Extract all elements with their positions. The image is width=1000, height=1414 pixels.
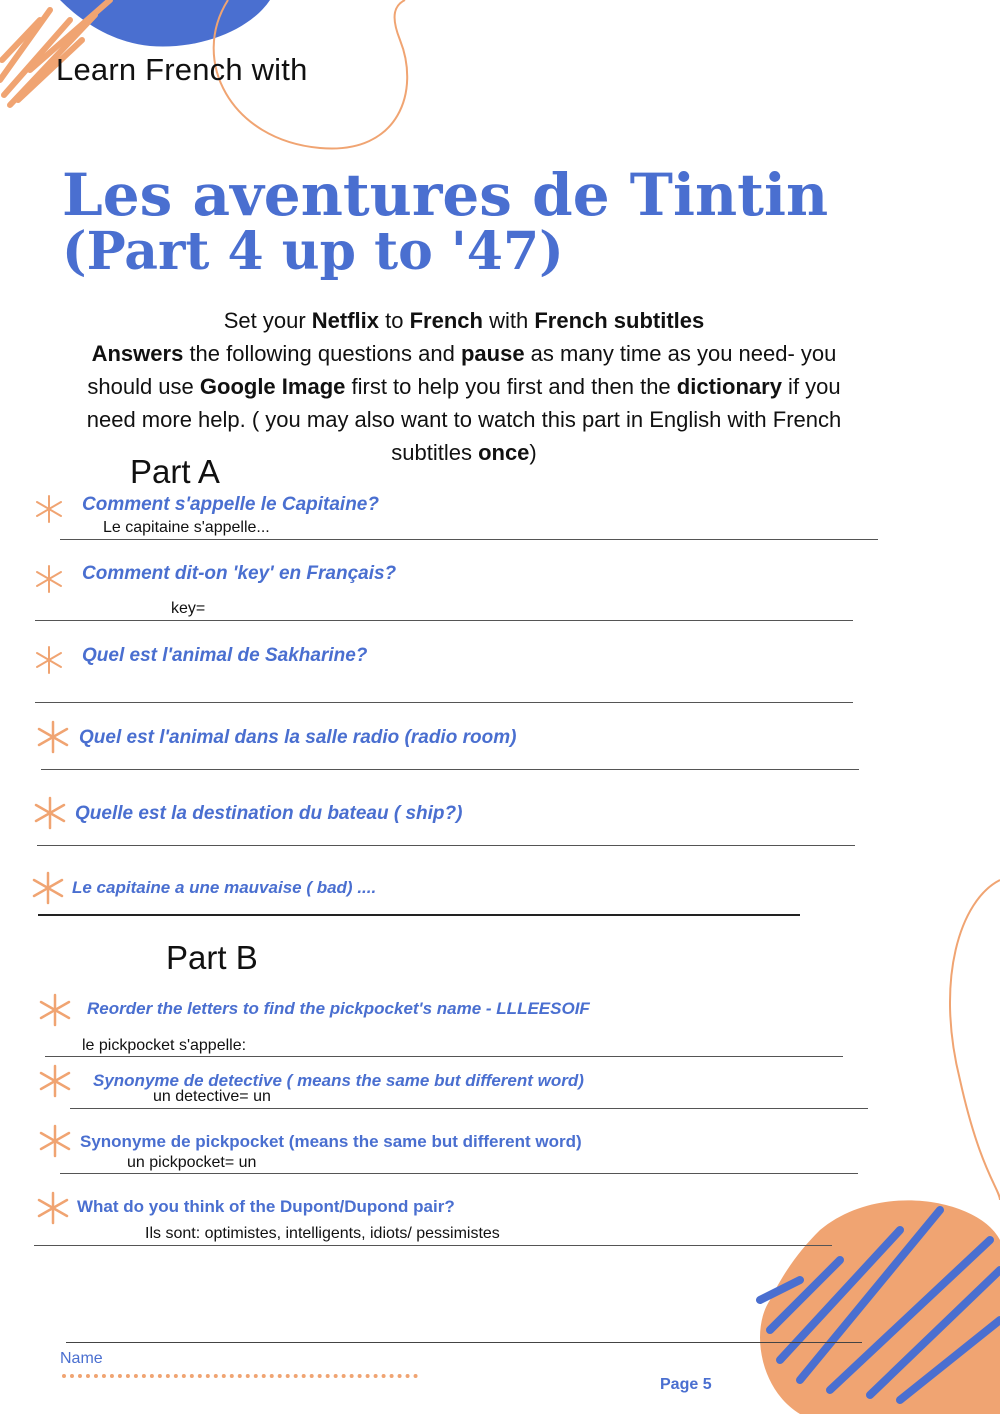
asterisk-star-icon — [36, 1191, 70, 1225]
answer-hint-key: key= — [171, 600, 206, 617]
asterisk-star-icon — [32, 643, 66, 677]
asterisk-star-icon — [38, 1064, 72, 1098]
answer-hint-pickpocket-name: le pickpocket s'appelle: — [82, 1037, 247, 1054]
instructions-line-2: Answers the following questions and pause as many time as you need- you — [91, 341, 837, 366]
answer-line-detective[interactable] — [70, 1108, 868, 1109]
answer-line-sakharine[interactable] — [35, 702, 853, 703]
question-captain-name: Comment s'appelle le Capitaine? — [82, 494, 379, 515]
question-synonym-pickpocket: Synonyme de pickpocket (means the same but different word) — [80, 1132, 582, 1151]
part-b-heading: Part B — [166, 939, 258, 976]
question-ship-destination: Quelle est la destination du bateau ( ship?) — [75, 803, 463, 824]
question-synonym-detective: Synonyme de detective ( means the same but different word) — [93, 1071, 584, 1090]
asterisk-star-icon — [32, 562, 66, 596]
question-reorder-letters: Reorder the letters to find the pickpocket's name - LLLEESOIF — [87, 999, 590, 1018]
answer-line-captain[interactable] — [60, 539, 878, 540]
answer-line-pickpocket[interactable] — [60, 1173, 858, 1174]
answer-hint-detective: un detective= un — [153, 1088, 271, 1105]
answer-line-captain-bad[interactable] — [38, 914, 800, 916]
question-key-french: Comment dit-on 'key' en Français? — [82, 563, 397, 584]
page-subtitle: (Part 4 up to '47) — [62, 221, 564, 282]
question-radio-room-animal: Quel est l'animal dans la salle radio (radio room) — [79, 727, 517, 748]
answer-line-pickpocket-name[interactable] — [45, 1056, 843, 1057]
asterisk-star-icon — [32, 492, 66, 526]
question-sakharine-animal: Quel est l'animal de Sakharine? — [82, 645, 368, 666]
top-blue-blob — [60, 0, 270, 47]
name-field[interactable] — [62, 1374, 418, 1378]
asterisk-star-icon — [31, 871, 65, 905]
name-label: Name — [60, 1350, 103, 1367]
asterisk-star-icon — [38, 993, 72, 1027]
right-orange-line — [950, 880, 1000, 1200]
answer-hint-pickpocket: un pickpocket= un — [127, 1154, 257, 1171]
instructions-line-5: subtitles once) — [391, 440, 537, 465]
answer-hint-dupont: Ils sont: optimistes, intelligents, idiots/ pessimistes — [145, 1225, 500, 1242]
page-number: Page 5 — [660, 1376, 712, 1393]
instructions-line-4: need more help. ( you may also want to watch this part in English with French — [86, 407, 842, 432]
answer-line-ship[interactable] — [37, 845, 855, 846]
asterisk-star-icon — [36, 720, 70, 754]
question-dupont-pair: What do you think of the Dupont/Dupond pair? — [77, 1197, 455, 1216]
asterisk-star-icon — [33, 796, 67, 830]
header-learn-french: Learn French with — [56, 52, 308, 87]
instructions-line-1: Set your Netflix to French with French subtitles — [223, 308, 705, 333]
answer-hint-captain: Le capitaine s'appelle... — [103, 519, 270, 536]
answer-line-radio-room[interactable] — [41, 769, 859, 770]
page-title: Les aventures de Tintin — [62, 161, 829, 229]
question-captain-bad: Le capitaine a une mauvaise ( bad) .... — [72, 878, 377, 897]
answer-line-key[interactable] — [35, 620, 853, 621]
instructions — [40, 304, 888, 469]
asterisk-star-icon — [38, 1124, 72, 1158]
part-a-heading: Part A — [130, 453, 220, 490]
answer-line-dupont[interactable] — [34, 1245, 832, 1246]
footer-rule — [66, 1342, 862, 1343]
instructions-line-3: should use Google Image first to help you first and then the dictionary if you — [87, 374, 841, 399]
